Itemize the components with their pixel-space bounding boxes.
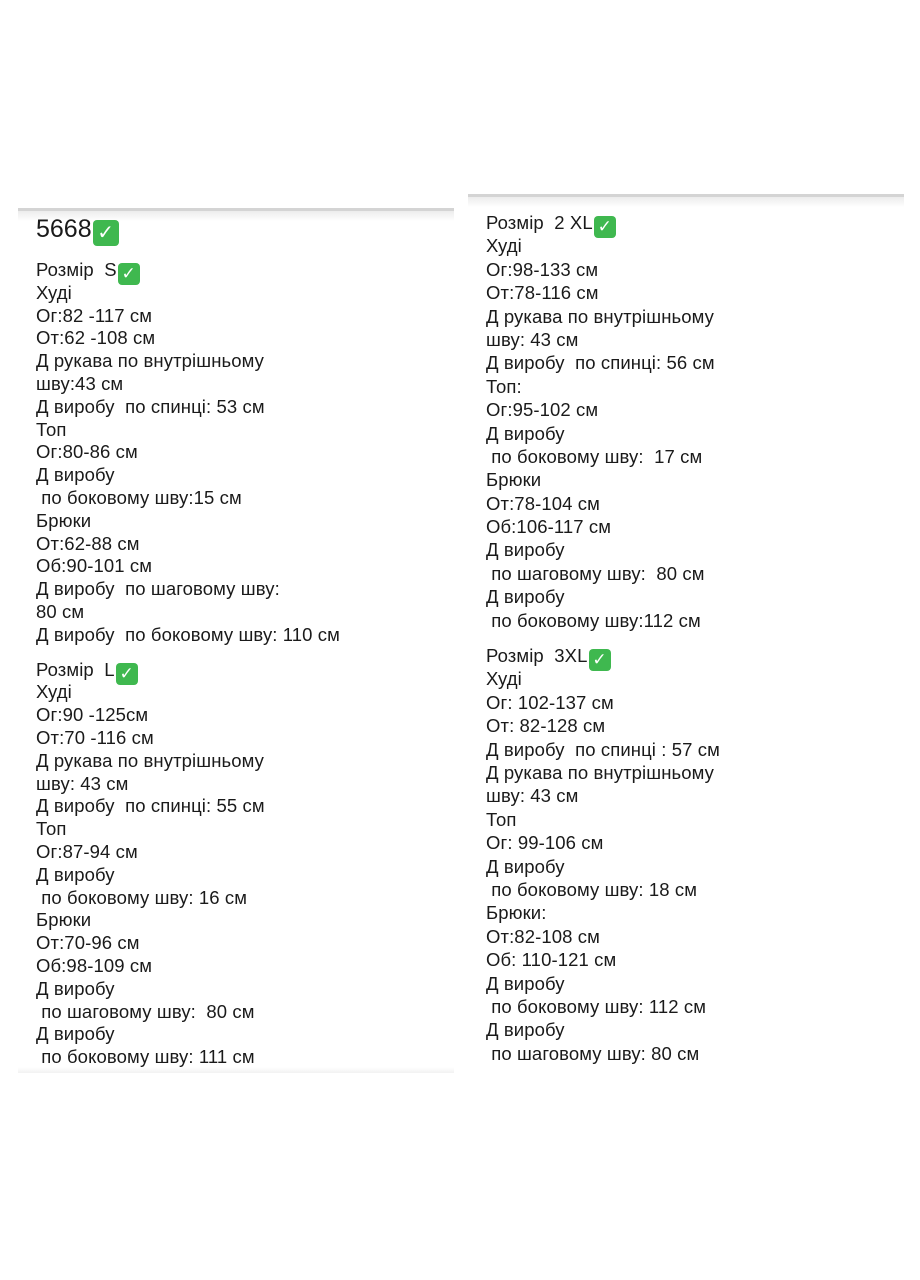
- measurement-line: От:70 -116 см: [36, 726, 154, 748]
- measurement-line: Ог: 102-137 см: [486, 691, 614, 713]
- measurement-line: Ог:90 -125см: [36, 704, 149, 726]
- measurement-line: Д виробу: [486, 586, 565, 608]
- size-section: [36, 659, 450, 1069]
- measurement-line: От:78-116 см: [486, 282, 599, 304]
- measurement-line: Об: 110-121 см: [486, 949, 617, 971]
- measurement-line: по шаговому шву: 80 см: [486, 562, 705, 584]
- measurement-line: Ог:98-133 см: [486, 258, 599, 280]
- measurement-line: Д виробу по шаговому шву:: [36, 578, 280, 600]
- size-title-text: Розмір S: [36, 259, 117, 280]
- measurement-line: по шаговому шву: 80 см: [486, 1042, 700, 1064]
- measurement-line: Д виробу: [486, 539, 565, 561]
- measurement-line: Об:106-117 см: [486, 516, 612, 538]
- measurement-line: Топ: [36, 818, 67, 840]
- check-mark-icon: ✓: [594, 216, 616, 238]
- panel-bottom-fade: [18, 1067, 454, 1073]
- measurement-line: Об:90-101 см: [36, 555, 153, 577]
- measurement-line: по боковому шву: 112 см: [486, 995, 707, 1017]
- measurement-line: Д рукава по внутрішньому: [36, 749, 265, 771]
- measurement-line: Худі: [36, 281, 72, 303]
- measurement-line: по боковому шву: 16 см: [36, 886, 248, 908]
- measurement-line: От:70-96 см: [36, 932, 140, 954]
- measurement-line: шву:43 см: [36, 372, 124, 394]
- measurement-line: Д виробу по боковому шву: 110 см: [36, 623, 340, 645]
- size-title: [36, 659, 450, 682]
- measurement-line: Д рукава по внутрішньому: [486, 305, 715, 327]
- measurement-line: Брюки: [36, 909, 92, 931]
- size-section: [36, 259, 450, 647]
- measurement-line: по боковому шву: 18 см: [486, 878, 698, 900]
- measurement-line: Д виробу: [36, 464, 115, 486]
- size-title-text: Розмір L: [36, 658, 115, 680]
- measurement-line: по боковому шву: 111 см: [36, 1046, 255, 1068]
- measurement-line: Ог:82 -117 см: [36, 304, 153, 326]
- left-panel-content: [36, 213, 450, 1069]
- section-gap: [486, 632, 900, 644]
- measurement-line: Топ: [36, 418, 67, 440]
- measurement-line: Д виробу по спинці: 56 см: [486, 352, 715, 374]
- measurement-line: Об:98-109 см: [36, 954, 153, 976]
- measurement-line: Д виробу: [36, 1023, 115, 1045]
- measurement-line: Д виробу: [486, 422, 565, 444]
- measurement-line: Д рукава по внутрішньому: [486, 761, 715, 783]
- measurement-line: Д виробу: [36, 977, 115, 999]
- section-gap: [36, 647, 450, 659]
- size-title-text: Розмір 2 XL: [486, 212, 593, 233]
- measurement-line: Д виробу по спинці: 53 см: [36, 395, 265, 417]
- measurement-line: Брюки: [36, 509, 92, 531]
- product-code-row: [36, 213, 450, 247]
- measurement-line: Д виробу: [486, 972, 565, 994]
- measurement-line: Топ:: [486, 375, 522, 397]
- check-mark-icon: ✓: [116, 663, 138, 685]
- measurement-line: Д виробу по спинці: 55 см: [36, 795, 265, 817]
- measurement-line: От:62 -108 см: [36, 327, 156, 349]
- right-screenshot-panel: [468, 194, 904, 1087]
- size-section: [486, 644, 900, 1065]
- measurement-line: От:78-104 см: [486, 492, 600, 514]
- measurement-line: Д виробу: [486, 855, 565, 877]
- measurement-line: Топ: [486, 808, 517, 830]
- measurement-line: Худі: [36, 681, 72, 703]
- measurement-line: по боковому шву: 17 см: [486, 445, 703, 467]
- measurement-line: От:62-88 см: [36, 532, 140, 554]
- measurement-line: Д виробу: [486, 1019, 565, 1041]
- measurement-line: Худі: [486, 235, 522, 257]
- size-title: [486, 644, 900, 670]
- measurement-line: по шаговому шву: 80 см: [36, 1000, 255, 1022]
- measurement-line: Д виробу по спинці : 57 см: [486, 738, 720, 760]
- size-title: [486, 211, 900, 234]
- measurement-line: по боковому шву:112 см: [486, 609, 701, 631]
- measurement-line: шву: 43 см: [486, 328, 579, 350]
- check-mark-icon: ✓: [118, 263, 140, 285]
- right-panel-content: [486, 211, 900, 1065]
- measurement-line: Брюки:: [486, 902, 547, 924]
- left-screenshot-panel: [18, 208, 454, 1073]
- measurement-line: От:82-108 см: [486, 925, 600, 947]
- measurement-line: Ог:80-86 см: [36, 441, 138, 463]
- size-section: [486, 211, 900, 632]
- measurement-line: Д рукава по внутрішньому: [36, 350, 265, 372]
- measurement-line: 80 см: [36, 600, 85, 622]
- size-title: [36, 259, 450, 282]
- measurement-line: Ог: 99-106 см: [486, 832, 604, 854]
- panel-top-shade: [468, 197, 904, 207]
- check-mark-icon: ✓: [93, 220, 119, 246]
- size-title-text: Розмір 3XL: [486, 645, 588, 667]
- check-mark-icon: ✓: [589, 649, 611, 671]
- measurement-line: Ог:95-102 см: [486, 399, 599, 421]
- measurement-line: Д виробу: [36, 863, 115, 885]
- measurement-line: Брюки: [486, 469, 542, 491]
- product-code: 5668: [36, 215, 92, 243]
- measurement-line: От: 82-128 см: [486, 715, 606, 737]
- measurement-line: Худі: [486, 668, 522, 690]
- measurement-line: по боковому шву:15 см: [36, 486, 242, 508]
- measurement-line: Ог:87-94 см: [36, 840, 138, 862]
- measurement-line: шву: 43 см: [486, 785, 579, 807]
- measurement-line: шву: 43 см: [36, 772, 129, 794]
